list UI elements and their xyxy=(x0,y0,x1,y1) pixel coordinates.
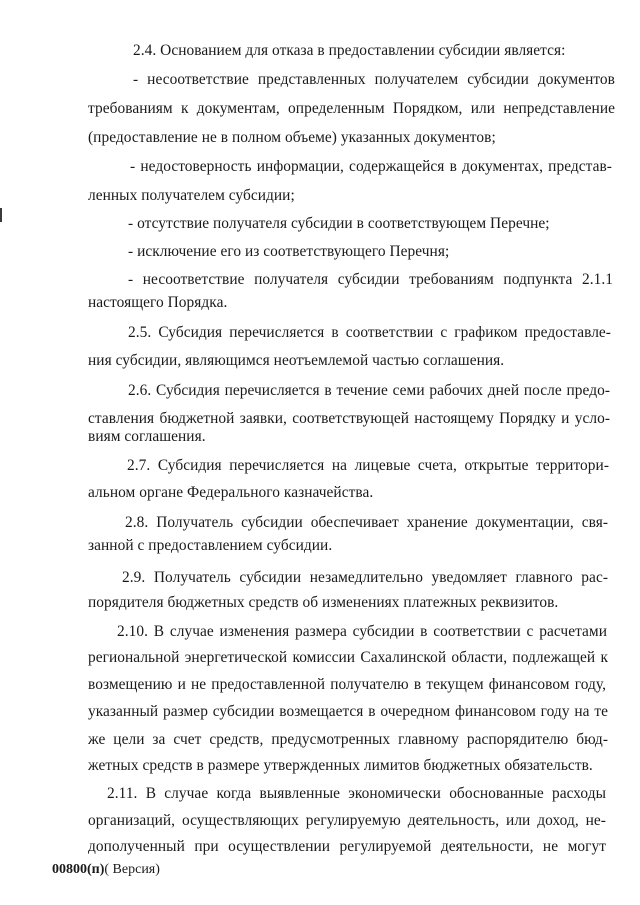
text-line: порядителя бюджетных средств об изменениях платежных реквизитов. xyxy=(88,594,559,611)
text-line: альном органе Федерального казначейства. xyxy=(88,484,374,501)
text-line: же цели за счет средств, предусмотренных главному распорядителю бюд- xyxy=(88,731,608,748)
text-line: требованиям к документам, определенным Порядком, или непредставление xyxy=(88,100,615,117)
document-code: 00800(п) xyxy=(52,862,105,877)
text-line: 2.9. Получатель субсидии незамедлительно уведомляет главного рас- xyxy=(122,569,608,586)
text-line: 2.4. Основанием для отказа в предоставлении субсидии является: xyxy=(133,42,566,59)
text-line: ставления бюджетной заявки, соответствующей настоящему Порядку и усло- xyxy=(88,410,610,427)
text-line: 2.8. Получатель субсидии обеспечивает хранение документации, свя- xyxy=(125,514,608,531)
text-line: 2.6. Субсидия перечисляется в течение семи рабочих дней после предо- xyxy=(128,382,610,399)
text-line: организаций, осуществляющих регулируемую деятельность, или доход, не- xyxy=(88,812,606,829)
text-line: 2.11. В случае когда выявленные экономически обоснованные расходы xyxy=(107,785,606,802)
text-line: ленных получателем субсидии; xyxy=(88,187,295,204)
text-line: - исключение его из соответствующего Перечня; xyxy=(128,243,450,260)
text-line: возмещению и не предоставленной получателю в текущем финансовом году, xyxy=(88,676,606,693)
text-line: указанный размер субсидии возмещается в очередном финансовом году на те xyxy=(88,703,608,720)
text-line: 2.7. Субсидия перечисляется на лицевые счета, открытые территори- xyxy=(127,457,609,474)
text-line: дополученный при осуществлении регулируемой деятельности, не могут xyxy=(88,838,606,855)
text-line: - недостоверность информации, содержащейся в документах, представ- xyxy=(130,158,612,175)
text-line: региональной энергетической комиссии Сахалинской области, подлежащей к xyxy=(88,649,608,666)
document-version: ( Версия) xyxy=(104,862,160,877)
document-footer xyxy=(52,862,160,878)
text-line: - несоответствие получателя субсидии требованиям подпункта 2.1.1 xyxy=(128,271,613,288)
text-line: (предоставление не в полном объеме) указанных документов; xyxy=(88,129,496,146)
text-line: виям соглашения. xyxy=(88,428,206,445)
text-line: - несоответствие представленных получателем субсидии документов xyxy=(133,71,615,88)
text-line: занной с предоставлением субсидии. xyxy=(88,537,333,554)
text-line: 2.5. Субсидия перечисляется в соответствии с графиком предоставле- xyxy=(128,324,611,341)
text-line: жетных средств в размере утвержденных лимитов бюджетных обязательств. xyxy=(88,757,593,774)
text-line: 2.10. В случае изменения размера субсидии в соответствии с расчетами xyxy=(117,623,607,640)
text-line: - отсутствие получателя субсидии в соответствующем Перечне; xyxy=(128,215,550,232)
text-line: настоящего Порядка. xyxy=(88,294,228,311)
text-line: ния субсидии, являющимся неотъемлемой частью соглашения. xyxy=(88,352,505,369)
scan-artifact xyxy=(0,208,2,222)
